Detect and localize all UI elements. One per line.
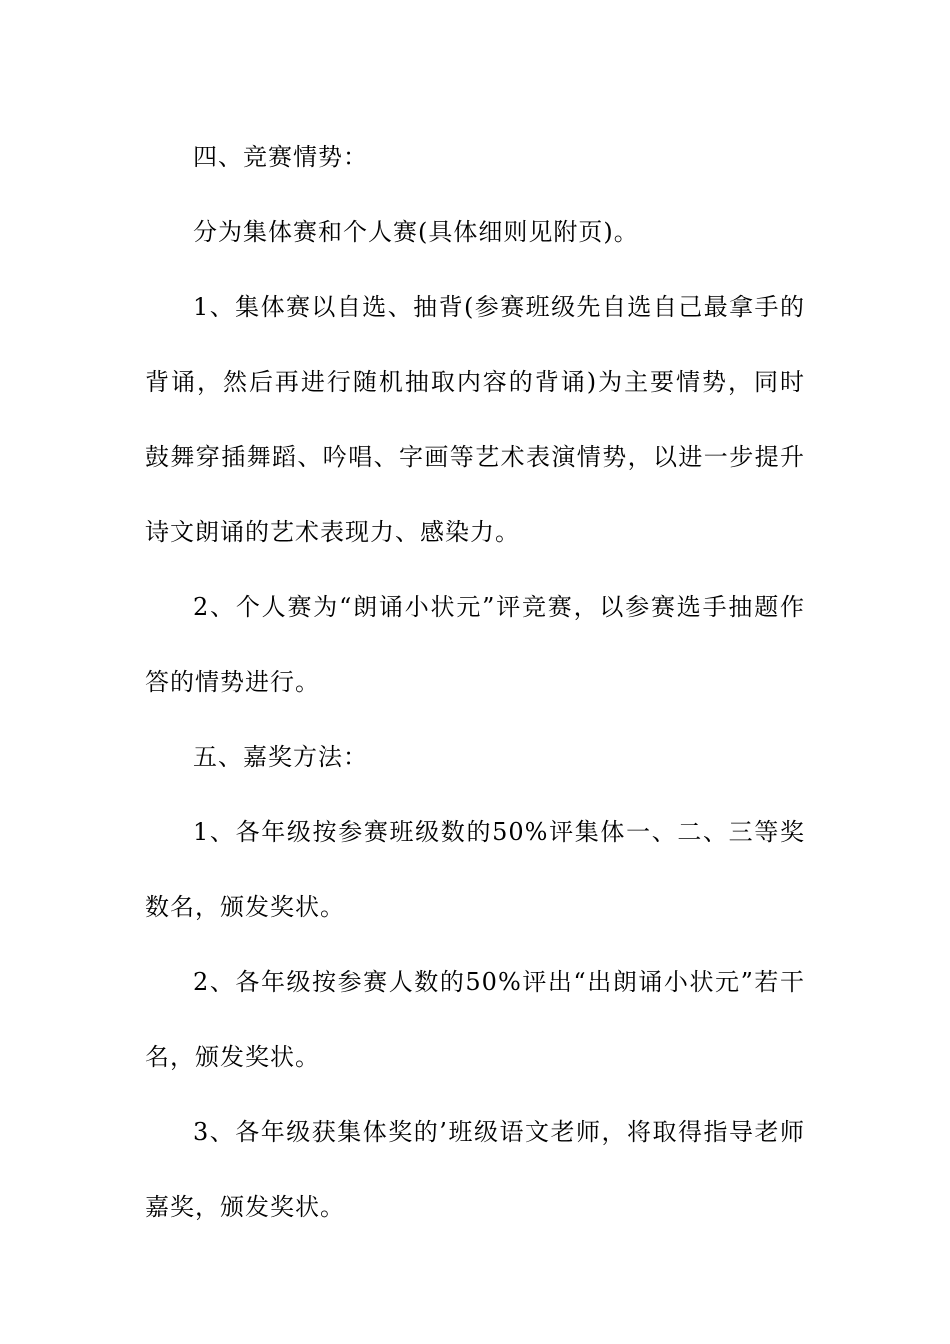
paragraph-award-teacher: 3、各年级获集体奖的’班级语文老师，将取得指导老师嘉奖，颁发奖状。 <box>145 1118 805 1221</box>
paragraph-individual-competition: 2、个人赛为“朗诵小状元”评竞赛，以参赛选手抽题作答的情势进行。 <box>145 593 805 696</box>
paragraph-format-overview: 分为集体赛和个人赛(具体细则见附页)。 <box>193 218 639 246</box>
paragraph-award-group: 1、各年级按参赛班级数的50%评集体一、二、三等奖数名，颁发奖状。 <box>145 818 805 921</box>
section-heading-awards: 五、嘉奖方法： <box>193 743 368 771</box>
paragraph-group-competition: 1、集体赛以自选、抽背(参赛班级先自选自己最拿手的背诵，然后再进行随机抽取内容的背诵)为主要情势，同时鼓舞穿插舞蹈、吟唱、字画等艺术表演情势，以进一步提升诗文朗诵的艺术表现力、感染力。 <box>145 293 805 546</box>
document-body <box>145 120 805 1245</box>
section-heading-competition-format: 四、竞赛情势： <box>193 143 368 171</box>
paragraph-award-individual: 2、各年级按参赛人数的50%评出“出朗诵小状元”若干名，颁发奖状。 <box>145 968 805 1071</box>
